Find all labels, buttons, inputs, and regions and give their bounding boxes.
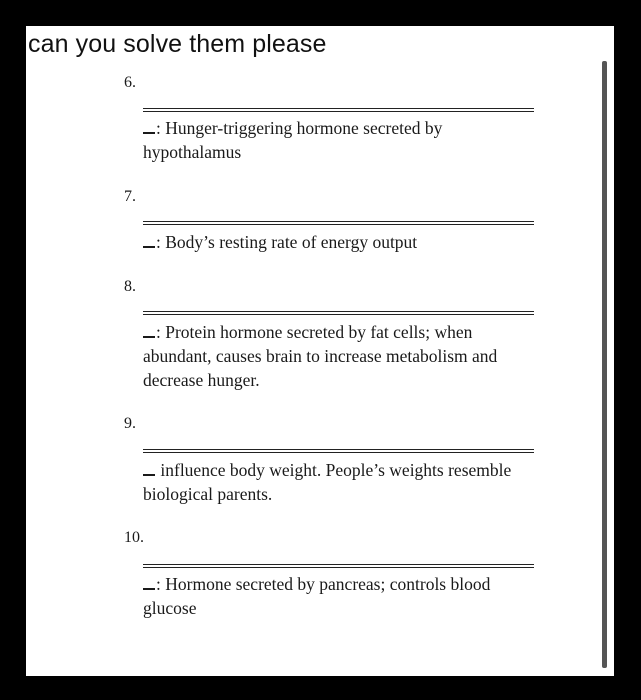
blank-marker bbox=[143, 245, 155, 248]
prompt-separator: : bbox=[156, 232, 161, 252]
prompt-text: influence body weight. People’s weights resemble biological parents. bbox=[143, 460, 512, 504]
blank-marker bbox=[143, 131, 155, 134]
header-text: can you solve them please bbox=[28, 30, 327, 58]
answer-line[interactable] bbox=[143, 108, 534, 112]
blank-marker bbox=[143, 335, 155, 338]
answer-line[interactable] bbox=[143, 564, 534, 568]
question-prompt bbox=[143, 116, 543, 164]
prompt-text: Hunger-triggering hormone secreted by hypothalamus bbox=[143, 118, 443, 162]
prompt-text: Body’s resting rate of energy output bbox=[165, 232, 418, 252]
question-prompt bbox=[143, 230, 543, 254]
question-number: 9. bbox=[124, 415, 136, 432]
question-number: 7. bbox=[124, 188, 136, 205]
question-prompt bbox=[143, 320, 543, 392]
question-prompt bbox=[143, 458, 543, 506]
blank-marker bbox=[143, 473, 155, 476]
prompt-text: Hormone secreted by pancreas; controls blood glucose bbox=[143, 574, 491, 618]
answer-line[interactable] bbox=[143, 449, 534, 453]
prompt-separator: : bbox=[156, 574, 161, 594]
prompt-text: Protein hormone secreted by fat cells; when abundant, causes brain to increase metabolism and decrease hunger. bbox=[143, 322, 498, 390]
blank-marker bbox=[143, 587, 155, 590]
question-sheet bbox=[26, 26, 614, 676]
prompt-separator: : bbox=[156, 322, 161, 342]
prompt-separator: : bbox=[156, 118, 161, 138]
answer-line[interactable] bbox=[143, 311, 534, 315]
question-prompt bbox=[143, 572, 543, 620]
question-number: 10. bbox=[124, 529, 144, 546]
scrollbar[interactable] bbox=[602, 61, 607, 668]
question-number: 8. bbox=[124, 278, 136, 295]
question-number: 6. bbox=[124, 74, 136, 91]
answer-line[interactable] bbox=[143, 221, 534, 225]
